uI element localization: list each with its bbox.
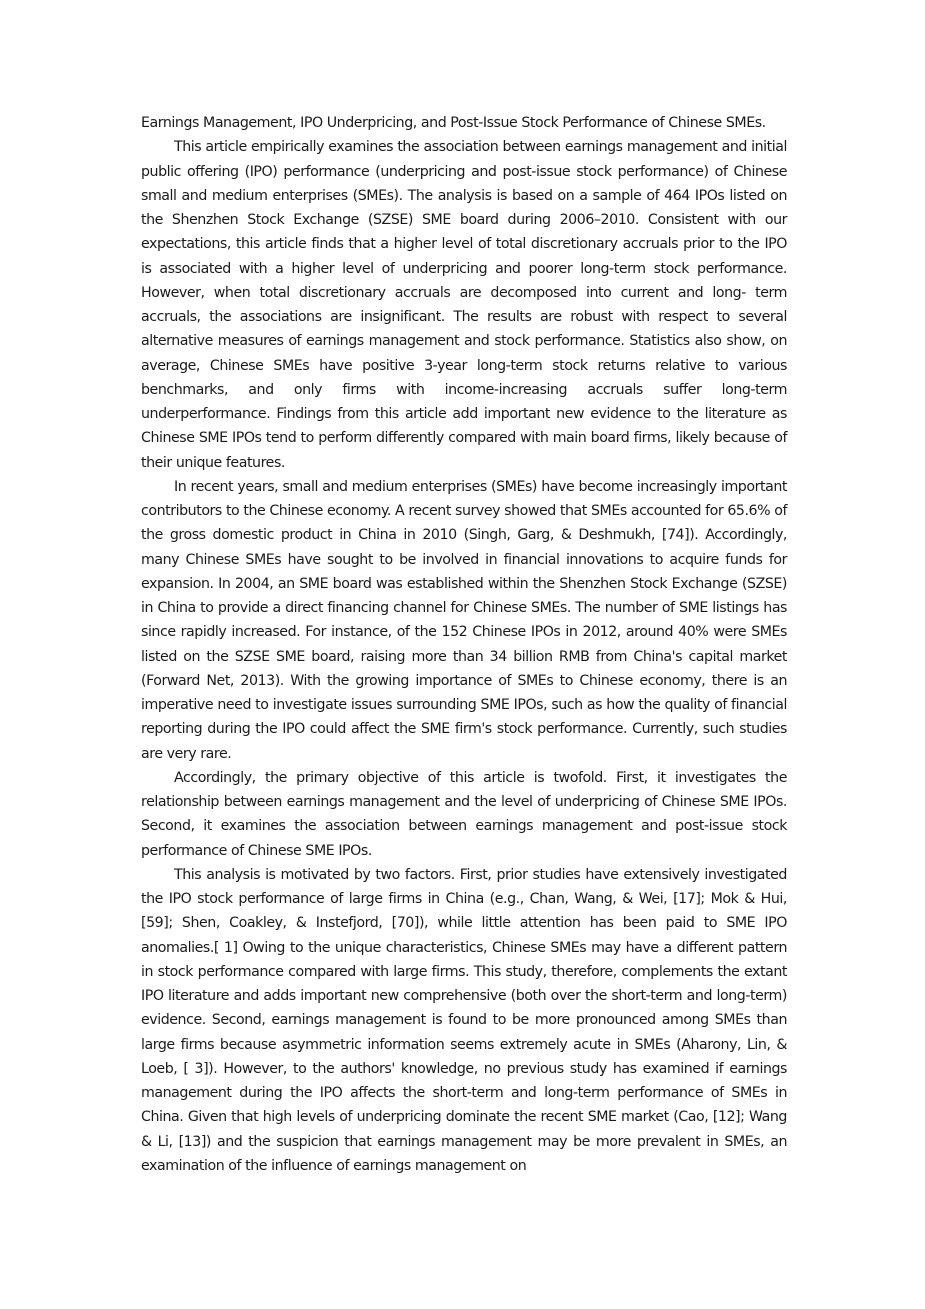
document-page [141,111,787,1178]
intro-paragraph-2: Accordingly, the primary objective of this article is twofold. First, it investigates the relationship between earnings management and the level of underpricing of Chinese SME IPOs. Second, it examines the association between earnings management and post-issue stock performance of Chinese SME IPOs. [141,769,787,859]
article-title: Earnings Management, IPO Underpricing, and Post-Issue Stock Performance of Chinese SMEs. [141,115,766,131]
intro-paragraph-3: This analysis is motivated by two factors. First, prior studies have extensively investigated the IPO stock performance of large firms in China (e.g., Chan, Wang, & Wei, [17]; Mok & Hui, [59]; Shen, Coakley, & Instefjord, [70]), while little attention has been paid to SME IPO anomalies.[ 1] Owing to the unique characteristics, Chinese SMEs may have a different pattern in stock performance compared with large firms. This study, therefore, complements the extant IPO literature and adds important new comprehensive (both over the short-term and long-term) evidence. Second, earnings management is found to be more pronounced among SMEs than large firms because asymmetric information seems extremely acute in SMEs (Aharony, Lin, & Loeb, [ 3]). However, to the authors' knowledge, no previous study has examined if earnings management during the IPO affects the short-term and long-term performance of SMEs in China. Given that high levels of underpricing dominate the recent SME market (Cao, [12]; Wang & Li, [13]) and the suspicion that earnings management may be more prevalent in SMEs, an examination of the influence of earnings management on [141,866,787,1174]
abstract-paragraph: This article empirically examines the association between earnings management and initial public offering (IPO) performance (underpricing and post-issue stock performance) of Chinese small and medium enterprises (SMEs). The analysis is based on a sample of 464 IPOs listed on the Shenzhen Stock Exchange (SZSE) SME board during 2006–2010. Consistent with our expectations, this article finds that a higher level of total discretionary accruals prior to the IPO is associated with a higher level of underpricing and poorer long-term stock performance. However, when total discretionary accruals are decomposed into current and long- term accruals, the associations are insignificant. The results are robust with respect to several alternative measures of earnings management and stock performance. Statistics also show, on average, Chinese SMEs have positive 3-year long-term stock returns relative to various benchmarks, and only firms with income-increasing accruals suffer long-term underperformance. Findings from this article add important new evidence to the literature as Chinese SME IPOs tend to perform differently compared with main board firms, likely because of their unique features. [141,139,787,471]
intro-paragraph-1: In recent years, small and medium enterprises (SMEs) have become increasingly important contributors to the Chinese economy. A recent survey showed that SMEs accounted for 65.6% of the gross domestic product in China in 2010 (Singh, Garg, & Deshmukh, [74]). Accordingly, many Chinese SMEs have sought to be involved in financial innovations to acquire funds for expansion. In 2004, an SME board was established within the Shenzhen Stock Exchange (SZSE) in China to provide a direct financing channel for Chinese SMEs. The number of SME listings has since rapidly increased. For instance, of the 152 Chinese IPOs in 2012, around 40% were SMEs listed on the SZSE SME board, raising more than 34 billion RMB from China's capital market (Forward Net, 2013). With the growing importance of SMEs to Chinese economy, there is an imperative need to investigate issues surrounding SME IPOs, such as how the quality of financial reporting during the IPO could affect the SME firm's stock performance. Currently, such studies are very rare. [141,478,787,762]
